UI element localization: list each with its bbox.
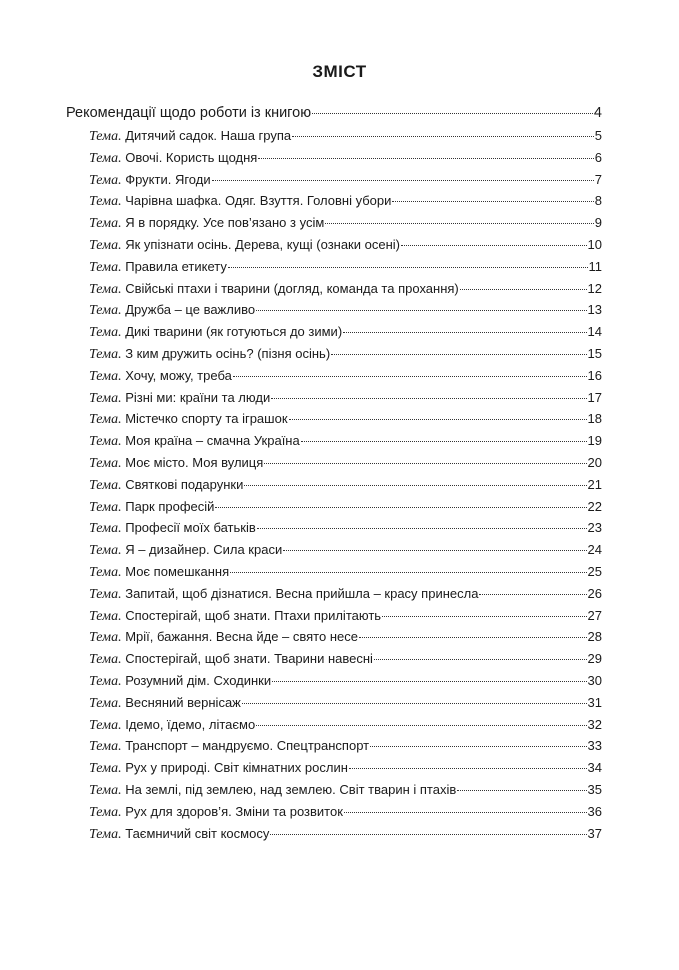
toc-page-number: 21 <box>587 476 602 492</box>
toc-entry-title: Різні ми: країни та люди <box>125 389 271 405</box>
dot-leader <box>359 636 587 638</box>
toc-entry-prefix: Тема. <box>89 717 122 733</box>
toc-page-number: 20 <box>587 454 602 470</box>
dot-leader <box>289 418 587 420</box>
toc-entry-title: Розумний дім. Сходинки <box>125 672 272 688</box>
toc-entry[interactable] <box>66 801 602 823</box>
dot-leader <box>264 462 586 464</box>
toc-entry[interactable] <box>66 125 602 147</box>
toc-entry[interactable] <box>66 539 602 561</box>
toc-page-number: 13 <box>587 302 602 318</box>
toc-page-number: 19 <box>587 433 602 449</box>
toc-entry[interactable] <box>66 190 602 212</box>
toc-entry-prefix: Тема. <box>89 739 122 755</box>
toc-entry-prefix: Тема. <box>89 477 122 493</box>
toc-entry-title: Чарівна шафка. Одяг. Взуття. Головні убори <box>125 193 392 209</box>
toc-entry-title: Спостерігай, щоб знати. Тварини навесні <box>125 651 373 667</box>
table-of-contents <box>66 101 602 844</box>
toc-entry-title: Фрукти. Ягоди <box>125 171 211 187</box>
toc-entry-prefix: Тема. <box>89 761 122 777</box>
toc-entry-prefix: Тема. <box>89 303 122 319</box>
toc-entry-prefix: Тема. <box>89 455 122 471</box>
toc-entry[interactable] <box>66 408 602 430</box>
toc-entry-title: Дитячий садок. Наша група <box>125 128 292 143</box>
toc-entry-prefix: Тема. <box>89 826 122 842</box>
toc-entry[interactable] <box>66 735 602 757</box>
toc-entry-label <box>89 365 232 388</box>
dot-leader <box>256 724 586 726</box>
toc-page-number: 22 <box>587 498 602 514</box>
toc-entry-label <box>89 539 282 562</box>
toc-entry[interactable] <box>66 256 602 278</box>
toc-entry-prefix: Тема. <box>89 695 122 711</box>
toc-entry[interactable] <box>66 648 602 670</box>
dot-leader <box>215 506 586 508</box>
toc-entry-prefix: Тема. <box>89 434 122 450</box>
toc-page-number: 24 <box>587 542 602 558</box>
toc-entry[interactable] <box>66 365 602 387</box>
dot-leader <box>242 702 587 704</box>
toc-page-number: 7 <box>594 171 602 187</box>
toc-entry-prefix: Тема. <box>89 782 122 798</box>
toc-entry-title: Як упізнати осінь. Дерева, кущі (ознаки осені) <box>125 236 400 252</box>
dot-leader <box>272 680 586 682</box>
toc-page-number: 32 <box>587 716 602 732</box>
toc-entry-title: Таємничий світ космосу <box>125 825 270 841</box>
toc-entry-label <box>89 299 255 322</box>
toc-page-number: 29 <box>587 651 602 667</box>
toc-entry-label <box>89 496 214 519</box>
toc-page-number: 6 <box>594 149 602 165</box>
toc-entry-prefix: Тема. <box>89 346 122 362</box>
dot-leader <box>382 615 586 617</box>
toc-entry-title: Рух у природі. Світ кімнатних рослин <box>125 760 348 776</box>
toc-entry-prefix: Тема. <box>89 608 122 624</box>
dot-leader <box>392 200 593 202</box>
toc-entry-label <box>89 517 256 540</box>
dot-leader <box>370 745 586 747</box>
toc-page-number: 10 <box>587 236 602 252</box>
toc-page-number: 35 <box>587 781 602 797</box>
toc-entry-label <box>89 823 269 846</box>
toc-entry-prefix: Тема. <box>89 804 122 820</box>
toc-entry-prefix: Тема. <box>89 521 122 537</box>
dot-leader <box>212 179 594 181</box>
toc-entry-title: Я – дизайнер. Сила краси <box>125 542 283 558</box>
dot-leader <box>283 549 586 551</box>
toc-entry-label <box>89 234 400 257</box>
toc-entry-label <box>89 125 291 148</box>
toc-entry-title: З ким дружить осінь? (пізня осінь) <box>125 345 331 361</box>
dot-leader <box>479 593 586 595</box>
toc-entry[interactable] <box>66 474 602 496</box>
toc-entry-label <box>89 714 255 737</box>
toc-entry-title: Весняний вернісаж <box>125 694 241 710</box>
toc-entry-label <box>89 147 257 170</box>
toc-entry-prefix: Тема. <box>89 129 122 144</box>
toc-entry[interactable] <box>66 496 602 518</box>
toc-page-number: 5 <box>594 128 602 143</box>
toc-page-number: 27 <box>587 607 602 623</box>
dot-leader <box>374 658 587 660</box>
toc-entry[interactable] <box>66 343 602 365</box>
toc-entry-prefix: Тема. <box>89 390 122 406</box>
dot-leader <box>460 288 587 290</box>
toc-entry[interactable] <box>66 779 602 801</box>
toc-entry-title: Містечко спорту та іграшок <box>125 411 288 427</box>
dot-leader <box>244 484 586 486</box>
toc-entry-label <box>89 648 373 671</box>
dot-leader <box>331 353 586 355</box>
toc-entry-title: Професії моїх батьків <box>125 520 256 536</box>
toc-entry-title: Моє помешкання <box>125 563 230 579</box>
toc-page-number: 15 <box>587 345 602 361</box>
toc-entry-prefix: Тема. <box>89 150 122 166</box>
toc-entry-title: Хочу, можу, треба <box>125 367 232 383</box>
toc-entry-title: Рух для здоров’я. Зміни та розвиток <box>125 803 343 819</box>
toc-entry-title: Моє місто. Моя вулиця <box>125 454 264 470</box>
toc-entry-title: Транспорт – мандруємо. Спецтранспорт <box>125 738 370 754</box>
toc-entry-label <box>89 692 241 715</box>
toc-entry-label <box>89 256 227 279</box>
toc-entry-prefix: Тема. <box>89 652 122 668</box>
toc-entry-title: Мрії, бажання. Весна йде – свято несе <box>125 629 358 645</box>
toc-entry-label <box>89 387 270 410</box>
dot-leader <box>344 811 587 813</box>
toc-entry-intro[interactable] <box>66 101 602 125</box>
page-title: ЗМІСТ <box>312 62 367 81</box>
toc-page-number: 34 <box>587 760 602 776</box>
toc-entry-label <box>89 626 358 649</box>
toc-entry-prefix: Тема. <box>89 194 122 210</box>
dot-leader <box>401 244 587 246</box>
toc-entry-label <box>89 735 369 758</box>
toc-page-number: 9 <box>594 215 602 231</box>
dot-leader <box>292 135 594 137</box>
toc-entry-title: Свійські птахи і тварини (догляд, команда та прохання) <box>125 280 459 296</box>
toc-entry[interactable] <box>66 670 602 692</box>
dot-leader <box>257 527 587 529</box>
toc-entry-prefix: Тема. <box>89 325 122 341</box>
toc-entry-label <box>89 430 300 453</box>
toc-entry-label <box>89 321 342 344</box>
toc-entry-title: Ідемо, їдемо, літаємо <box>125 716 256 732</box>
toc-entry[interactable] <box>66 147 602 169</box>
dot-leader <box>301 440 587 442</box>
toc-entry-label <box>89 605 381 628</box>
toc-entry-label <box>89 474 243 497</box>
toc-entry[interactable] <box>66 605 602 627</box>
toc-entry-prefix: Тема. <box>89 216 122 232</box>
dot-leader <box>270 833 586 835</box>
toc-entry-label <box>89 408 288 431</box>
dot-leader <box>228 266 588 268</box>
toc-entry-label <box>89 452 263 475</box>
dot-leader <box>312 112 593 114</box>
toc-entry-prefix: Тема. <box>89 259 122 275</box>
toc-entry-title: Спостерігай, щоб знати. Птахи прилітають <box>125 607 382 623</box>
toc-page-number: 8 <box>594 193 602 209</box>
toc-page-number: 23 <box>587 520 602 536</box>
toc-entry-title: Святкові подарунки <box>125 476 244 492</box>
toc-entry-title: Парк професій <box>125 498 215 514</box>
toc-entry[interactable] <box>66 387 602 409</box>
toc-entry-label <box>89 278 459 301</box>
toc-entry[interactable] <box>66 452 602 474</box>
toc-entry-title: Запитай, щоб дізнатися. Весна прийшла – красу принесла <box>125 585 479 601</box>
toc-entry-label <box>89 801 343 824</box>
toc-entry-prefix: Тема. <box>89 172 122 188</box>
toc-entry[interactable] <box>66 714 602 736</box>
toc-entry[interactable] <box>66 299 602 321</box>
dot-leader <box>230 571 586 573</box>
toc-entry-prefix: Тема. <box>89 543 122 559</box>
toc-page-number: 14 <box>587 324 602 340</box>
toc-entry[interactable] <box>66 278 602 300</box>
toc-entry-title: Моя країна – смачна Україна <box>125 433 300 449</box>
toc-entry-title: Дикі тварини (як готуються до зими) <box>125 324 343 340</box>
toc-entry-label <box>89 169 211 192</box>
toc-page-number: 12 <box>587 280 602 296</box>
dot-leader <box>256 309 586 311</box>
toc-entry-label <box>89 343 330 366</box>
dot-leader <box>233 375 587 377</box>
toc-page-number: 36 <box>587 803 602 819</box>
toc-entry-label <box>89 561 229 584</box>
toc-entry[interactable] <box>66 561 602 583</box>
toc-entry[interactable] <box>66 757 602 779</box>
toc-entry-prefix: Тема. <box>89 281 122 297</box>
toc-entry[interactable] <box>66 234 602 256</box>
toc-entry[interactable] <box>66 583 602 605</box>
toc-entry-label <box>89 757 348 780</box>
toc-page-number: 26 <box>587 585 602 601</box>
toc-page-number: 11 <box>588 258 602 274</box>
toc-page-number: 25 <box>587 563 602 579</box>
toc-entry-prefix: Тема. <box>89 237 122 253</box>
toc-entry-title: Правила етикету <box>125 258 227 274</box>
toc-entry[interactable] <box>66 169 602 191</box>
toc-page-number: 18 <box>587 411 602 427</box>
toc-entry-label <box>89 670 271 693</box>
toc-entry-label <box>89 190 391 213</box>
toc-entry[interactable] <box>66 212 602 234</box>
toc-entry-prefix: Тема. <box>89 586 122 602</box>
toc-entry[interactable] <box>66 321 602 343</box>
toc-entry-prefix: Тема. <box>89 564 122 580</box>
toc-page-number: 17 <box>587 389 602 405</box>
dot-leader <box>271 397 586 399</box>
toc-entry-prefix: Тема. <box>89 630 122 646</box>
toc-page-number: 4 <box>593 105 602 121</box>
toc-entry[interactable] <box>66 823 602 845</box>
dot-leader <box>349 767 587 769</box>
toc-entry-prefix: Тема. <box>89 412 122 428</box>
dot-leader <box>343 331 586 333</box>
toc-entry[interactable] <box>66 692 602 714</box>
toc-entry[interactable] <box>66 430 602 452</box>
toc-entry-title: Я в порядку. Усе пов’язано з усім <box>125 215 325 231</box>
toc-entry-label <box>89 212 324 235</box>
dot-leader <box>258 157 593 159</box>
toc-entry-label <box>89 779 456 802</box>
toc-page-number: 31 <box>587 694 602 710</box>
toc-entry-prefix: Тема. <box>89 673 122 689</box>
toc-entry-title: На землі, під землею, над землею. Світ тварин і птахів <box>125 781 457 797</box>
toc-entry[interactable] <box>66 517 602 539</box>
dot-leader <box>457 789 586 791</box>
toc-page-number: 33 <box>587 738 602 754</box>
toc-entry-prefix: Тема. <box>89 499 122 515</box>
toc-page-number: 30 <box>587 672 602 688</box>
dot-leader <box>325 222 593 224</box>
toc-entry-title: Дружба – це важливо <box>125 302 256 318</box>
toc-page-number: 16 <box>587 367 602 383</box>
toc-entry-title: Овочі. Користь щодня <box>125 149 258 165</box>
toc-entry-label <box>89 583 478 606</box>
toc-page-number: 37 <box>587 825 602 841</box>
toc-entry[interactable] <box>66 626 602 648</box>
toc-entry-prefix: Тема. <box>89 368 122 384</box>
toc-page-number: 28 <box>587 629 602 645</box>
toc-entry-label: Рекомендації щодо роботи із книгою <box>66 105 312 121</box>
